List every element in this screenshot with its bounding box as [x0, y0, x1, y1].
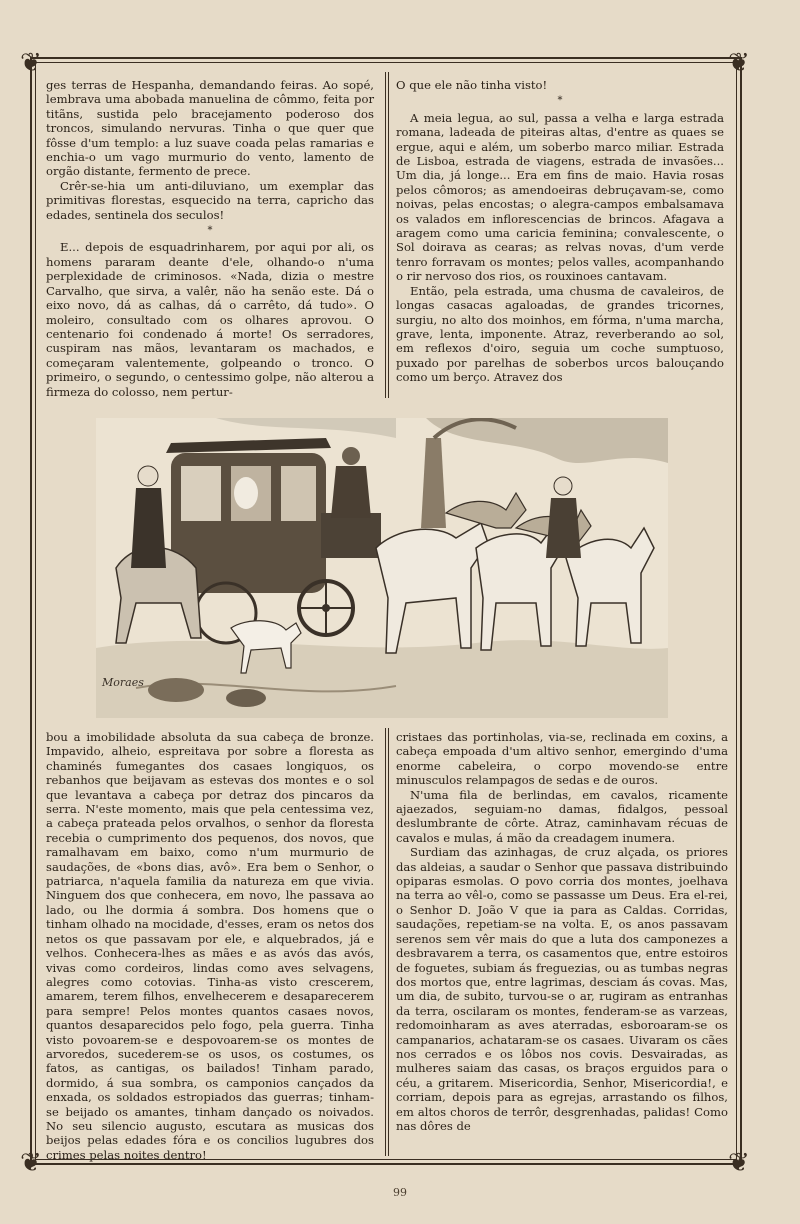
column-divider — [385, 728, 386, 1156]
illustration-drawing — [96, 418, 668, 718]
column-divider — [388, 72, 389, 398]
text-column-bottom-right — [396, 730, 728, 1155]
paragraph: cristaes das portinholas, via-se, reclinada em coxins, a cabeça empoada d'um altivo senhor, emergindo d'uma enorme cabeleira, o corpo movendo-se entre minusculos relampagos de sedas e de ouros. — [396, 730, 728, 788]
paragraph: N'uma fila de berlindas, em cavalos, ricamente ajaezados, seguiam-no damas, fidalgos, pessoal deslumbrante de côrte. Atraz, caminhavam récuas de cavalos e mulas, á mão da creadagem inumera. — [396, 787, 728, 845]
paragraph: ges terras de Hespanha, demandando feiras. Ao sopé, lembrava uma abobada manuelina de cômmo, feita por titãns, sustida pelo bracejamento poderoso dos troncos, simulando nervuras. Tinha o que quer que fôsse d'um templo: a luz suave coada pelas ramarias e enchia-o um vago murmurio do vento, lamento de orgão distante, fermento de prece. — [46, 78, 374, 179]
column-divider — [385, 72, 386, 398]
corner-ornament: ❦ — [20, 48, 42, 78]
artist-signature: Moraes — [102, 676, 144, 689]
paragraph: E... depois de esquadrinharem, por aqui por ali, os homens pararam deante d'ele, olhando-o n'uma perplexidade de criminosos. «Nada, dizia o mestre Carvalho, que sirva, a valêr, não ha senão este. Dá o eixo novo, dá as calhas, dá o carrêto, dá tudo». O moleiro, consultado com os olhares aprovou. O centenario foi condenado á morte! Os serradores, cuspiram nas mãos, levantaram os machados, e começaram valentemente, golpeando o tronco. O primeiro, o segundo, o centessimo golpe, não alterou a firmeza do colosso, nem pertur- — [46, 240, 374, 399]
text-column-top-right — [396, 78, 724, 400]
paragraph: Surdiam das azinhagas, de cruz alçada, os priores das aldeias, a saudar o Senhor que passava distribuindo opiparas esmolas. O povo corria dos montes, joelhava na terra ao vêl-o, como se passasse um Deus. Era el-rei, o Senhor D. João V que ia para as Caldas. Corridas, saudações, repetiam-se na volta. E, os anos passavam serenos sem vêr mais do que a luta dos camponezes a desbravarem a terra, os casamentos que, entre estoiros de foguetes, subiam ás freguezias, ou as tumbas negras dos mortos que, entre lagrimas, desciam ás covas. Mas, um dia, de subito, turvou-se o ar, rugiram as entranhas da terra, oscilaram os montes, fenderam-se as varzeas, redomoinharam as aves aterradas, esboroaram-se os campanarios, achataram-se os casaes. Uivaram os cães nos cerrados e os lôbos nos covis. Desvairadas, as mulheres saiam das casas, os braços erguidos para o céu, a gritarem. Misericordia, Senhor, Misericordia!, e corriam, depois para as egrejas, arrastando os filhos, em altos choros de terrôr, desgrenhadas, palidas! Como nas dôres de — [396, 845, 728, 1133]
column-divider — [388, 728, 389, 1156]
section-break: * — [207, 225, 213, 237]
carriage-illustration — [96, 418, 668, 718]
paragraph: Então, pela estrada, uma chusma de cavaleiros, de longas casacas agaloadas, de grandes tricornes, surgiu, no alto dos moinhos, em fórma, n'uma marcha, grave, lenta, imponente. Atraz, reverberando ao sol, em reflexos d'oiro, seguia um coche sumptuoso, puxado por parelhas de soberbos urcos balouçando como um berço. Atravez dos — [396, 283, 724, 385]
section-break: * — [557, 95, 563, 107]
corner-ornament: ❦ — [728, 48, 750, 78]
text-column-top-left — [46, 78, 374, 400]
paragraph: A meia legua, ao sul, passa a velha e larga estrada romana, ladeada de piteiras altas, d'entre as quaes se ergue, aqui e além, um soberbo marco miliar. Estrada de Lisboa, estrada de viagens, estrada de invasões... Um dia, já longe... Era em fins de maio. Havia rosas pelos cômoros; as amendoeiras debruçavam-se, como noivas, pelas encostas; o alegra-campos embalsamava os valados em inflorescencias de brincos. Afagava a aragem como uma caricia feminina; convalescente, o Sol doirava as cearas; as relvas novas, d'um verde tenro forravam os montes; pelos valles, acompanhando o rir nervoso dos rios, os rouxinoes cantavam. — [396, 110, 724, 284]
paragraph: bou a imobilidade absoluta da sua cabeça de bronze. Impavido, alheio, espreitava por sobre a floresta as chaminés fumegantes dos casaes longiquos, os rebanhos que beijavam as estevas dos montes e o sol que levantava a cabeça por detraz dos pincaros da serra. N'este momento, mais que pela centessima vez, a cabeça prateada pelos orvalhos, o senhor da floresta recebia o cumprimento dos pequenos, dos novos, que ramalhavam em baixo, como n'um murmurio de saudações, de «bons dias, avô». Era bem o Senhor, o patriarca, n'aquela familia da natureza em que vivia. Ninguem dos que conhecera, em novo, lhe passava ao lado, ou lhe dormia á sombra. Dos homens que o tinham olhado na mocidade, d'esses, eram os netos dos netos os que passavam por ele, e alquebrados, já e velhos. Conhecera-lhes as mães e as avós das avós, vivas como cordeiros, lindas como aves selvagens, alegres como cotovias. Tinha-as visto crescerem, amarem, terem filhos, envelhecerem e desaparecerem para sempre! Pelos montes quantos casaes novos, quantos desaparecidos pelo fogo, pela guerra. Tinha visto povoarem-se e despovoarem-se os montes de arvoredos, sucederem-se os usos, os costumes, os fatos, as cantigas, os bailados! Tinham parado, dormido, á sua sombra, os camponios cançados da enxada, os soldados estropiados das guerras; tinham-se beijado os amantes, tinham dançado os noivados. No seu silencio augusto, escutara as musicas dos beijos pelas edades fóra e os concilios lugubres dos crimes pelas noites dentro! — [46, 730, 374, 1162]
text-column-bottom-left — [46, 730, 374, 1162]
paragraph: O que ele não tinha visto! — [396, 78, 548, 92]
page-number: 99 — [393, 1186, 407, 1199]
paragraph: Crêr-se-hia um anti-diluviano, um exemplar das primitivas florestas, esquecido na terra, capricho das edades, sentinela dos seculos! — [46, 178, 374, 222]
corner-ornament: ❦ — [728, 1148, 750, 1178]
corner-ornament: ❦ — [20, 1148, 42, 1178]
